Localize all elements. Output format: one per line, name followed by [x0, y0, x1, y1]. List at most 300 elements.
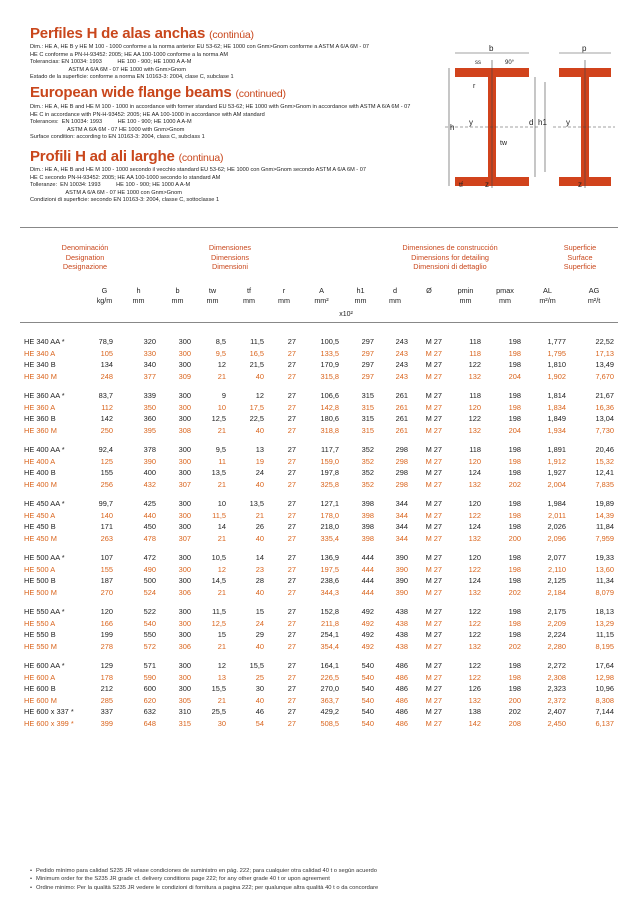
table-row	[20, 629, 618, 641]
value-cell: 7,144	[595, 707, 614, 717]
value-cell: 13	[255, 445, 264, 455]
value-cell: 40	[255, 371, 264, 381]
table-top-rule	[20, 227, 618, 228]
value-cell: 106,6	[320, 391, 339, 401]
value-cell: 486	[395, 707, 408, 717]
table-row	[20, 552, 618, 564]
value-cell: 390	[395, 587, 408, 597]
value-cell: 522	[143, 607, 156, 617]
value-cell: M 27	[425, 371, 442, 381]
profile-name-cell: HE 550 B	[24, 630, 56, 640]
value-cell: 15,5	[249, 661, 264, 671]
value-cell: 202	[508, 587, 521, 597]
column-unit: mm	[459, 296, 472, 305]
value-cell: 438	[395, 641, 408, 651]
value-cell: 40	[255, 695, 264, 705]
table-row	[20, 706, 618, 718]
value-cell: 306	[178, 641, 191, 651]
value-cell: 198	[508, 672, 521, 682]
value-cell: 40	[255, 425, 264, 435]
value-cell: 478	[143, 533, 156, 543]
value-cell: 29	[255, 630, 264, 640]
value-cell: 26	[255, 522, 264, 532]
value-cell: 117,7	[321, 445, 339, 455]
value-cell: M 27	[425, 607, 442, 617]
value-cell: 198	[508, 607, 521, 617]
column-symbol: G	[101, 286, 108, 295]
value-cell: 320	[143, 337, 156, 347]
value-cell: 377	[143, 371, 156, 381]
column-symbol: r	[282, 286, 286, 295]
value-cell: 21	[217, 641, 226, 651]
value-cell: M 27	[425, 499, 442, 509]
value-cell: 7,835	[595, 479, 614, 489]
value-cell: 398	[361, 510, 374, 520]
value-cell: 40	[255, 479, 264, 489]
label-y-right: y	[566, 118, 570, 127]
value-cell: 398	[361, 499, 374, 509]
value-cell: 208	[508, 718, 521, 728]
value-cell: 540	[361, 718, 374, 728]
profile-name-cell: HE 360 B	[24, 414, 56, 424]
footnote: • Ordine minimo: Per la qualità S235 JR vedere le condizioni di fornitura a pagina 222; per qualunque altra qualità 40 t o da concordare	[30, 884, 378, 892]
section-title-en: European wide flange beams (continued)	[30, 84, 286, 101]
value-cell: 352	[361, 468, 374, 478]
table-row	[20, 402, 618, 414]
value-cell: 1,810	[547, 360, 566, 370]
value-cell: 22,52	[595, 337, 614, 347]
value-cell: 300	[178, 510, 191, 520]
value-cell: 24	[255, 618, 264, 628]
value-cell: 92,4	[98, 445, 113, 455]
value-cell: 124	[468, 522, 481, 532]
value-cell: 132	[468, 425, 481, 435]
profile-name-cell: HE 400 M	[24, 479, 57, 489]
value-cell: 2,323	[547, 684, 566, 694]
value-cell: 17,13	[595, 348, 614, 358]
column-symbol: b	[175, 286, 180, 295]
value-cell: 307	[178, 533, 191, 543]
value-cell: 2,184	[547, 587, 566, 597]
value-cell: 298	[395, 445, 408, 455]
value-cell: 21	[255, 510, 264, 520]
table-row	[20, 533, 618, 545]
value-cell: 13,5	[249, 499, 264, 509]
value-cell: 14,39	[595, 510, 614, 520]
value-cell: 486	[395, 684, 408, 694]
value-cell: 27	[287, 414, 296, 424]
table-row	[20, 587, 618, 599]
label-angle: 90°	[505, 60, 515, 66]
value-cell: 125	[100, 456, 113, 466]
profile-name-cell: HE 600 AA *	[24, 661, 65, 671]
section-meta-en: Dim.: HE A, HE B and HE M 100 - 1000 in accordance with former standard EU 53-62; HE 1000 with Gnm>Gnom in accordance with ASTM A 6/A 6M - 07 HE C in accordance with PN-H-93452: 2005; HE AA 100-1000 in accordance with AM standard Tolerances: EN 10034: 1993 HE 100 - 900; HE 1000 A A-M ASTM A 6/A 6M - 07 HE 1000 with Gnm>Gnom Surface condition: according to EN 10163-3: 2004, class C, subclass 1	[30, 104, 411, 141]
value-cell: 315	[361, 425, 374, 435]
value-cell: 226,5	[320, 672, 339, 682]
value-cell: 254,1	[320, 630, 339, 640]
value-cell: 198	[508, 468, 521, 478]
value-cell: 197,5	[320, 564, 339, 574]
group-spacer-cell	[20, 652, 618, 660]
value-cell: 17,64	[595, 661, 614, 671]
value-cell: 15	[255, 607, 264, 617]
value-cell: 8,195	[595, 641, 614, 651]
value-cell: 18,13	[595, 607, 614, 617]
value-cell: 25,5	[211, 707, 226, 717]
profile-name-cell: HE 500 M	[24, 587, 57, 597]
value-cell: 13,29	[595, 618, 614, 628]
value-cell: M 27	[425, 661, 442, 671]
value-cell: 399	[100, 718, 113, 728]
table-row	[20, 606, 618, 618]
value-cell: 330	[143, 348, 156, 358]
value-cell: 300	[178, 391, 191, 401]
value-cell: 398	[361, 522, 374, 532]
value-cell: 2,372	[547, 695, 566, 705]
value-cell: 198	[508, 510, 521, 520]
profile-name-cell: HE 340 B	[24, 360, 56, 370]
value-cell: 486	[395, 661, 408, 671]
table-row	[20, 371, 618, 383]
value-cell: M 27	[425, 360, 442, 370]
column-unit: mm	[499, 296, 511, 305]
table-row	[20, 695, 618, 707]
value-cell: 278	[100, 641, 113, 651]
header-designation: Denominación Designation Designazione	[61, 243, 109, 271]
value-cell: 105	[100, 348, 113, 358]
value-cell: 16,5	[249, 348, 264, 358]
value-cell: 10	[217, 499, 226, 509]
value-cell: M 27	[425, 510, 442, 520]
table-row	[20, 498, 618, 510]
profile-name-cell: HE 450 AA *	[24, 499, 65, 509]
value-cell: 315,8	[320, 371, 339, 381]
value-cell: 152,8	[320, 607, 339, 617]
profile-name-cell: HE 550 M	[24, 641, 57, 651]
value-cell: 9	[221, 391, 226, 401]
value-cell: 306	[178, 587, 191, 597]
value-cell: 40	[255, 533, 264, 543]
value-cell: 107	[100, 553, 113, 563]
value-cell: 17,5	[249, 402, 264, 412]
value-cell: 250	[100, 425, 113, 435]
value-cell: M 27	[425, 445, 442, 455]
value-cell: 344,3	[320, 587, 339, 597]
label-z-left: z	[485, 180, 489, 189]
column-unit: mm	[171, 296, 184, 305]
value-cell: 620	[143, 695, 156, 705]
value-cell: 1,984	[547, 499, 566, 509]
value-cell: 11,34	[596, 576, 614, 586]
value-cell: 142	[468, 718, 481, 728]
label-h1: h1	[538, 118, 547, 127]
value-cell: 2,450	[547, 718, 566, 728]
profile-name-cell: HE 600 x 337 *	[24, 707, 74, 717]
value-cell: 21	[217, 587, 226, 597]
label-ss: ss	[475, 60, 481, 66]
value-cell: 1,795	[547, 348, 566, 358]
beam-section-diagram	[445, 40, 615, 190]
value-cell: 300	[178, 468, 191, 478]
value-cell: 187	[100, 576, 113, 586]
value-cell: 178	[100, 672, 113, 682]
value-cell: 297	[361, 337, 374, 347]
value-cell: 540	[361, 707, 374, 717]
value-cell: 315	[178, 718, 191, 728]
value-cell: 142	[100, 414, 113, 424]
value-cell: 429,2	[320, 707, 339, 717]
value-cell: 99,7	[98, 499, 113, 509]
value-cell: 335,4	[320, 533, 339, 543]
value-cell: 492	[361, 641, 374, 651]
value-cell: 166	[100, 618, 113, 628]
value-cell: 129	[100, 661, 113, 671]
label-p: p	[582, 44, 587, 53]
value-cell: 12	[217, 564, 226, 574]
value-cell: 300	[178, 499, 191, 509]
value-cell: 138	[468, 707, 481, 717]
group-spacer	[20, 598, 618, 606]
profile-name-cell: HE 600 A	[24, 672, 56, 682]
value-cell: 571	[143, 661, 156, 671]
value-cell: 11	[218, 456, 226, 466]
value-cell: 10,96	[595, 684, 614, 694]
group-spacer	[20, 544, 618, 552]
value-cell: 27	[287, 360, 296, 370]
value-cell: 15	[217, 630, 226, 640]
label-b: b	[489, 44, 494, 53]
profile-name-cell: HE 500 AA *	[24, 553, 65, 563]
value-cell: 15,32	[595, 456, 614, 466]
value-cell: 492	[361, 630, 374, 640]
value-cell: M 27	[425, 414, 442, 424]
value-cell: 27	[287, 371, 296, 381]
value-cell: 198	[508, 360, 521, 370]
value-cell: 27	[287, 576, 296, 586]
group-spacer-cell	[20, 436, 618, 444]
value-cell: 300	[178, 360, 191, 370]
profile-name-cell: HE 450 B	[24, 522, 56, 532]
column-unit: mm	[206, 296, 219, 305]
value-cell: M 27	[425, 672, 442, 682]
value-cell: 2,026	[547, 522, 566, 532]
value-cell: 27	[287, 718, 296, 728]
value-cell: 243	[395, 337, 408, 347]
value-cell: 19	[255, 456, 264, 466]
value-cell: 118	[469, 348, 481, 358]
value-cell: 155	[100, 564, 113, 574]
value-cell: 122	[468, 607, 481, 617]
header-surface: Superficie Surface Superficie	[563, 243, 597, 271]
value-cell: 100,5	[320, 337, 339, 347]
value-cell: 159,0	[320, 456, 339, 466]
value-cell: 261	[395, 391, 408, 401]
value-cell: 632	[143, 707, 156, 717]
value-cell: 27	[287, 348, 296, 358]
value-cell: 122	[468, 360, 481, 370]
value-cell: 211,8	[321, 618, 339, 628]
value-cell: 198	[508, 391, 521, 401]
group-spacer	[20, 436, 618, 444]
value-cell: 126	[468, 684, 481, 694]
value-cell: 2,280	[547, 641, 566, 651]
column-symbol: A	[319, 286, 324, 295]
value-cell: 315	[361, 414, 374, 424]
value-cell: 142,8	[320, 402, 339, 412]
value-cell: M 27	[425, 564, 442, 574]
value-cell: 118	[469, 337, 481, 347]
value-cell: 1,891	[547, 445, 566, 455]
value-cell: 315	[361, 391, 374, 401]
value-cell: M 27	[425, 425, 442, 435]
table-row	[20, 521, 618, 533]
value-cell: 285	[100, 695, 113, 705]
value-cell: 27	[287, 402, 296, 412]
value-cell: 132	[468, 695, 481, 705]
value-cell: 300	[178, 618, 191, 628]
value-cell: 11,5	[212, 510, 226, 520]
profile-name-cell: HE 500 B	[24, 576, 56, 586]
table-row	[20, 564, 618, 576]
group-spacer-cell	[20, 382, 618, 390]
value-cell: 309	[178, 371, 191, 381]
value-cell: 30	[255, 684, 264, 694]
value-cell: 6,137	[595, 718, 614, 728]
value-cell: 27	[287, 445, 296, 455]
profile-name-cell: HE 600 x 399 *	[24, 718, 74, 728]
value-cell: 378	[143, 445, 156, 455]
value-cell: 300	[178, 684, 191, 694]
value-cell: 15,5	[211, 684, 226, 694]
value-cell: 27	[287, 510, 296, 520]
table-row	[20, 479, 618, 491]
table-row	[20, 467, 618, 479]
value-cell: 2,011	[548, 510, 566, 520]
value-cell: 1,934	[547, 425, 566, 435]
value-cell: 297	[361, 348, 374, 358]
value-cell: 325,8	[320, 479, 339, 489]
value-cell: 2,125	[547, 576, 566, 586]
value-cell: 390	[395, 553, 408, 563]
value-cell: 27	[287, 479, 296, 489]
value-cell: 238,6	[320, 576, 339, 586]
table-row	[20, 425, 618, 437]
value-cell: 390	[395, 576, 408, 586]
value-cell: 450	[143, 522, 156, 532]
value-cell: 132	[468, 641, 481, 651]
table-row	[20, 683, 618, 695]
value-cell: 20,46	[595, 445, 614, 455]
value-cell: 27	[287, 391, 296, 401]
value-cell: 298	[395, 456, 408, 466]
profile-name-cell: HE 360 A	[24, 402, 56, 412]
value-cell: 540	[361, 695, 374, 705]
column-unit: mm²	[314, 296, 329, 305]
value-cell: 298	[395, 479, 408, 489]
table-row	[20, 456, 618, 468]
value-cell: 648	[143, 718, 156, 728]
value-cell: 344	[395, 499, 408, 509]
value-cell: 14	[255, 553, 264, 563]
value-cell: 486	[395, 718, 408, 728]
label-h: h	[450, 123, 455, 132]
value-cell: 198	[508, 661, 521, 671]
value-cell: 344	[395, 510, 408, 520]
value-cell: 10	[217, 402, 226, 412]
value-cell: 300	[178, 576, 191, 586]
value-cell: M 27	[425, 695, 442, 705]
profile-table	[20, 336, 618, 729]
value-cell: 133,5	[320, 348, 339, 358]
value-cell: 400	[143, 468, 156, 478]
value-cell: 21	[217, 533, 226, 543]
value-cell: M 27	[425, 718, 442, 728]
value-cell: 22,5	[249, 414, 264, 424]
value-cell: 540	[143, 618, 156, 628]
value-cell: 122	[468, 618, 481, 628]
value-cell: 197,8	[320, 468, 339, 478]
profile-name-cell: HE 360 AA *	[24, 391, 65, 401]
value-cell: M 27	[425, 533, 442, 543]
value-cell: 1,912	[547, 456, 566, 466]
value-cell: 120	[468, 553, 481, 563]
value-cell: 21	[217, 695, 226, 705]
value-cell: 112	[101, 402, 113, 412]
value-cell: 243	[395, 371, 408, 381]
value-cell: 13,04	[595, 414, 614, 424]
value-cell: 390	[395, 564, 408, 574]
value-cell: 27	[287, 587, 296, 597]
value-cell: 132	[468, 371, 481, 381]
value-cell: 27	[287, 456, 296, 466]
value-cell: 2,407	[547, 707, 566, 717]
value-cell: 550	[143, 630, 156, 640]
group-spacer	[20, 382, 618, 390]
value-cell: 337	[100, 707, 113, 717]
value-cell: 490	[143, 564, 156, 574]
table-row	[20, 348, 618, 360]
value-cell: 27	[287, 425, 296, 435]
value-cell: 300	[178, 402, 191, 412]
value-cell: 198	[508, 684, 521, 694]
table-row	[20, 575, 618, 587]
label-tf: tf	[459, 182, 463, 189]
value-cell: 27	[287, 695, 296, 705]
column-symbol: pmax	[496, 286, 514, 295]
value-cell: 155	[100, 468, 113, 478]
group-spacer-cell	[20, 490, 618, 498]
value-cell: 9,5	[215, 445, 226, 455]
value-cell: 298	[395, 468, 408, 478]
table-row	[20, 641, 618, 653]
value-cell: 132	[468, 533, 481, 543]
value-cell: 19,89	[595, 499, 614, 509]
value-cell: 202	[508, 707, 521, 717]
value-cell: 212	[100, 684, 113, 694]
value-cell: 198	[508, 456, 521, 466]
value-cell: 486	[395, 695, 408, 705]
column-unit: kg/m	[96, 296, 113, 305]
value-cell: M 27	[425, 337, 442, 347]
profile-name-cell: HE 500 A	[24, 564, 56, 574]
group-spacer-cell	[20, 544, 618, 552]
value-cell: 171	[100, 522, 113, 532]
value-cell: M 27	[425, 641, 442, 651]
value-cell: 198	[508, 499, 521, 509]
value-cell: 21	[217, 425, 226, 435]
value-cell: 305	[178, 695, 191, 705]
value-cell: 307	[178, 479, 191, 489]
